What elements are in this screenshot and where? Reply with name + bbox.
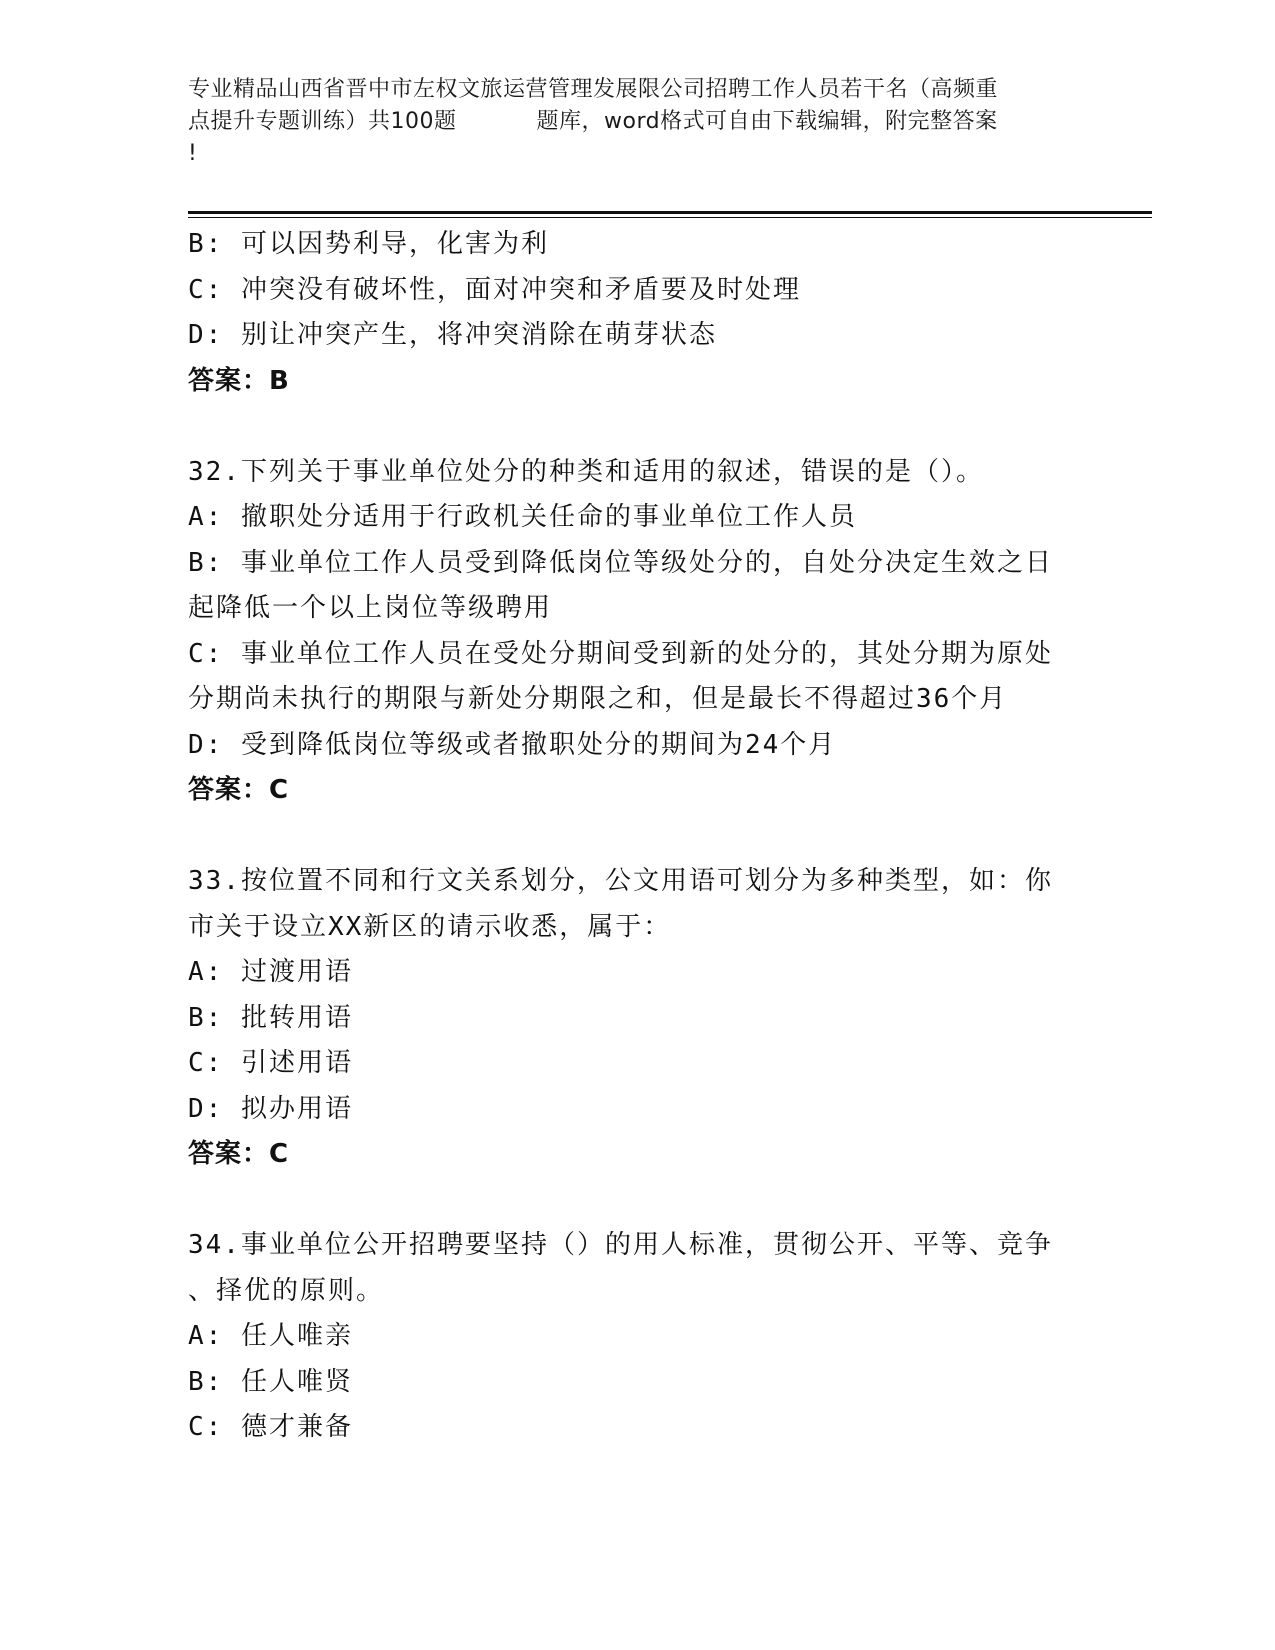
q34-option-c: C: 德才兼备 bbox=[188, 1412, 353, 1442]
header-divider-thin bbox=[188, 217, 1152, 218]
q34-option-b: B: 任人唯贤 bbox=[188, 1366, 353, 1397]
q33-answer: 答案：C bbox=[188, 1139, 290, 1169]
header-line-2-part-b: 题库，word格式可自由下载编辑，附完整答案 bbox=[536, 109, 998, 134]
header-line-3: ! bbox=[188, 141, 198, 166]
q32-question: 32.下列关于事业单位处分的种类和适用的叙述，错误的是（）。 bbox=[188, 456, 984, 487]
header-divider-thick bbox=[188, 211, 1152, 214]
spacer bbox=[188, 1178, 1108, 1224]
q31-option-d: D: 别让冲突产生，将冲突消除在萌芽状态 bbox=[188, 320, 717, 350]
q33-option-b: B: 批转用语 bbox=[188, 1002, 353, 1033]
q34-question-line-1: 34.事业单位公开招聘要坚持（）的用人标准，贯彻公开、平等、竞争 bbox=[188, 1230, 1053, 1260]
q31-option-b: B: 可以因势利导，化害为利 bbox=[188, 229, 549, 259]
q33-option-d: D: 拟办用语 bbox=[188, 1093, 353, 1124]
q32-option-a: A: 撤职处分适用于行政机关任命的事业单位工作人员 bbox=[188, 502, 857, 532]
header-line-2 bbox=[188, 106, 1088, 138]
q34-question-line-2: 、择优的原则。 bbox=[188, 1275, 385, 1306]
q32-option-d: D: 受到降低岗位等级或者撤职处分的期间为24个月 bbox=[188, 729, 837, 760]
q32-option-c-line-2: 分期尚未执行的期限与新处分期限之和，但是最长不得超过36个月 bbox=[188, 684, 1008, 714]
q32-option-c-line-1: C: 事业单位工作人员在受处分期间受到新的处分的，其处分期为原处 bbox=[188, 638, 1053, 669]
q33-question-line-1: 33.按位置不同和行文关系划分，公文用语可划分为多种类型，如：你 bbox=[188, 866, 1053, 896]
header-line-2-part-a: 点提升专题训练）共100题 bbox=[188, 109, 457, 134]
spacer bbox=[188, 814, 1108, 860]
q33-question-line-2: 市关于设立XX新区的请示收悉，属于： bbox=[188, 911, 672, 942]
header-line-1: 专业精品山西省晋中市左权文旅运营管理发展限公司招聘工作人员若干名（高频重 bbox=[188, 77, 999, 102]
q31-answer: 答案：B bbox=[188, 365, 290, 396]
document-header bbox=[188, 74, 1088, 170]
q32-option-b-line-2: 起降低一个以上岗位等级聘用 bbox=[188, 593, 553, 623]
spacer bbox=[188, 404, 1108, 450]
question-content bbox=[188, 222, 1108, 1451]
q33-option-a: A: 过渡用语 bbox=[188, 957, 353, 987]
q31-option-c: C: 冲突没有破坏性，面对冲突和矛盾要及时处理 bbox=[188, 274, 801, 305]
q32-answer: 答案：C bbox=[188, 775, 290, 805]
q34-option-a: A: 任人唯亲 bbox=[188, 1321, 353, 1351]
q32-option-b-line-1: B: 事业单位工作人员受到降低岗位等级处分的，自处分决定生效之日 bbox=[188, 547, 1053, 578]
q33-option-c: C: 引述用语 bbox=[188, 1048, 353, 1078]
